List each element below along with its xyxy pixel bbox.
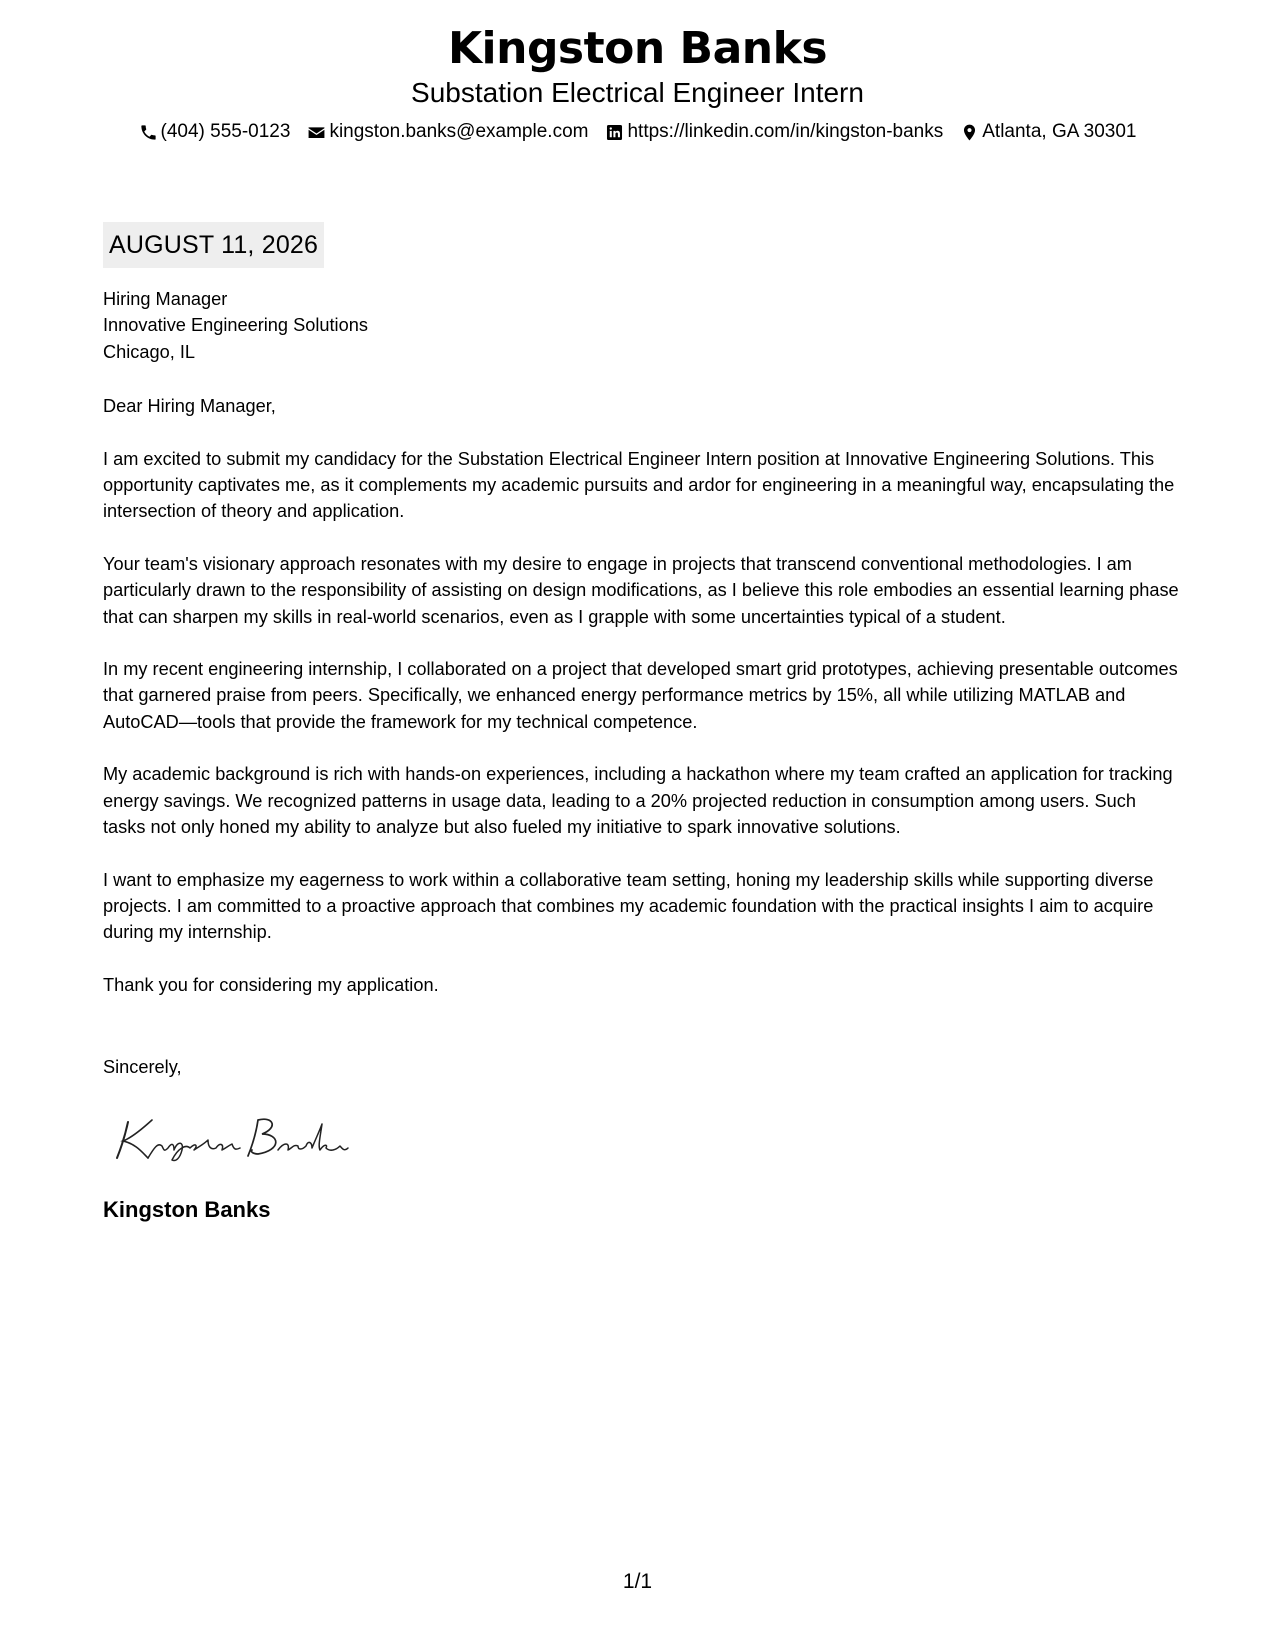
signer-name: Kingston Banks [103, 1197, 271, 1222]
contact-location [960, 120, 1136, 144]
paragraph-text: I am excited to submit my candidacy for the Substation Electrical Engineer Intern position at Innovative Engineering Solutions. This opportunity captivates me, as it complements my academic pursuits and ardor for engineering in a meaningful way, encapsulating the intersection of theory and application. [103, 448, 1175, 522]
paragraph-6 [103, 972, 1183, 998]
applicant-name: Kingston Banks [447, 23, 828, 74]
phone-icon [139, 123, 158, 142]
salutation: Dear Hiring Manager, [103, 396, 276, 417]
recipient-block [103, 286, 1183, 365]
linkedin-icon [605, 123, 624, 142]
page-indicator: 1/1 [622, 1570, 653, 1593]
recipient-line: Innovative Engineering Solutions [103, 315, 368, 336]
linkedin-link[interactable]: https://linkedin.com/in/kingston-banks [627, 121, 944, 142]
paragraph-5 [103, 867, 1183, 946]
paragraph-text: In my recent engineering internship, I collaborated on a project that developed smart grid prototypes, achieving presentable outcomes that garnered praise from peers. Specifically, we enhanced energy performance metrics by 15%, all while utilizing MATLAB and AutoCAD—tools that provide the framework for my technical competence. [103, 659, 1178, 732]
email-link[interactable]: kingston.banks@example.com [329, 121, 589, 142]
letter-header [0, 22, 1275, 144]
paragraph-3 [103, 656, 1183, 735]
paragraph-text: My academic background is rich with hands-on experiences, including a hackathon where my team crafted an application for tracking energy savings. We recognized patterns in usage data, leading to a 20% projected reduction in consumption among users. Such tasks not only honed my ability to analyze but also fueled my initiative to spark innovative solutions. [103, 764, 1173, 838]
contact-email[interactable] [307, 120, 588, 144]
letter-date: AUGUST 11, 2026 [103, 222, 324, 268]
recipient-line: Chicago, IL [103, 341, 196, 362]
paragraph-2 [103, 551, 1183, 630]
paragraph-4 [103, 761, 1183, 840]
contact-row [0, 120, 1275, 144]
paragraph-text: I want to emphasize my eagerness to work within a collaborative team setting, honing my leadership skills while supporting diverse projects. I am committed to a proactive approach that combines my academic foundation with the practical insights I aim to acquire during my internship. [103, 869, 1154, 943]
envelope-icon [307, 123, 326, 142]
map-pin-icon [960, 123, 979, 142]
closing: Sincerely, [103, 1057, 182, 1077]
letter-body [103, 286, 1183, 998]
recipient-line: Hiring Manager [103, 289, 228, 309]
phone-text: (404) 555-0123 [160, 121, 291, 142]
location-text: Atlanta, GA 30301 [982, 121, 1137, 142]
contact-linkedin[interactable] [605, 120, 943, 144]
paragraph-1 [103, 446, 1183, 525]
paragraph-text: Your team's visionary approach resonates with my desire to engage in projects that transcend conventional methodologies. I am particularly drawn to the responsibility of assisting on design modifications, as I believe this role embodies an essential learning phase that can sharpen my skills in real-world scenarios, even as I grapple with some uncertainties typical of a student. [103, 553, 1179, 627]
signature-image [108, 1108, 358, 1164]
applicant-role: Substation Electrical Engineer Intern [411, 77, 864, 108]
paragraph-text: Thank you for considering my application. [103, 974, 439, 995]
contact-phone [139, 120, 291, 144]
